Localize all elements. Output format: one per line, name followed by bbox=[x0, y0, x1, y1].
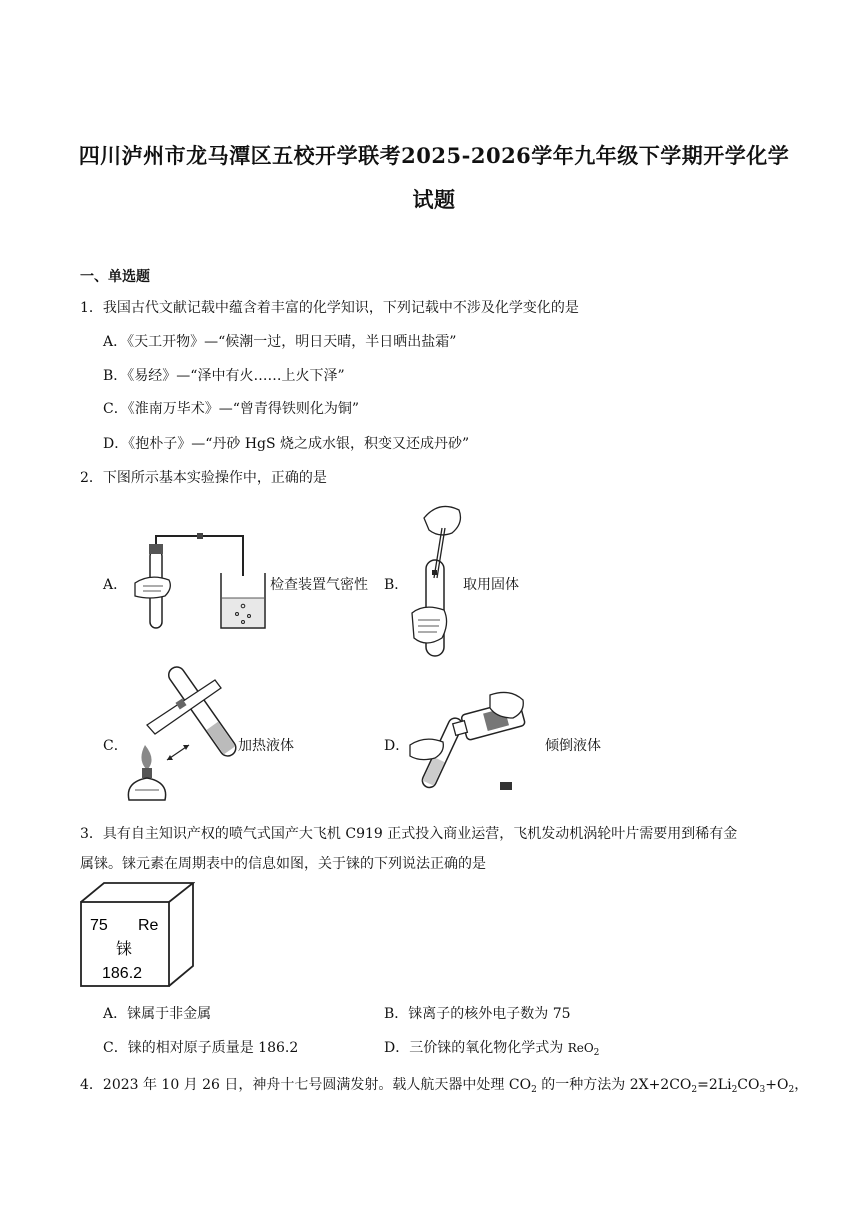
question-2-option-c-letter: C． bbox=[103, 738, 128, 754]
element-atomic-number: 75 bbox=[90, 917, 108, 934]
question-3-option-b: B．铼离子的核外电子数为 75 bbox=[384, 1006, 571, 1022]
question-1-option-c: C．《淮南万毕术》—“曾青得铁则化为铜” bbox=[103, 401, 360, 417]
element-symbol: Re bbox=[138, 917, 159, 934]
question-3-stem-line2: 属铼。铼元素在周期表中的信息如图，关于铼的下列说法正确的是 bbox=[80, 856, 486, 872]
question-3-option-a: A．铼属于非金属 bbox=[103, 1006, 212, 1022]
question-1-option-d: D．《抱朴子》—“丹砂 HgS 烧之成水银，积变又还成丹砂” bbox=[103, 436, 470, 452]
element-atomic-mass: 186.2 bbox=[102, 965, 143, 982]
liquid-heating-figure bbox=[115, 650, 240, 810]
question-2-option-d-letter: D． bbox=[384, 738, 410, 754]
question-1-option-b: B．《易经》—“泽中有火……上火下泽” bbox=[103, 368, 345, 384]
question-3-option-c: C．铼的相对原子质量是 186.2 bbox=[103, 1040, 299, 1056]
question-4-stem: 4．2023 年 10 月 26 日，神舟十七号圆满发射。载人航天器中处理 $CO_2$ 的一种方法为 $2X+2CO_2=2Li_2CO_3+O_2$， bbox=[80, 1077, 809, 1095]
page-title: 四川泸州市龙马潭区五校开学联考2025-2026学年九年级下学期开学化学 bbox=[78, 143, 790, 168]
question-2-option-b-letter: B． bbox=[384, 577, 409, 593]
question-2-option-d-caption: 倾倒液体 bbox=[545, 738, 601, 754]
question-2-option-a-letter: A． bbox=[103, 577, 128, 593]
liquid-pouring-figure bbox=[405, 690, 535, 800]
element-name: 铼 bbox=[116, 941, 133, 958]
question-2-stem: 2．下图所示基本实验操作中，正确的是 bbox=[80, 470, 327, 486]
question-3-option-d: D．三价铼的氧化物化学式为 ReO$_2$ bbox=[384, 1040, 600, 1058]
question-2-option-a-caption: 检查装置气密性 bbox=[270, 577, 368, 593]
question-1-stem: 1．我国古代文献记载中蕴含着丰富的化学知识，下列记载中不涉及化学变化的是 bbox=[80, 300, 579, 316]
question-2-option-b-caption: 取用固体 bbox=[463, 577, 519, 593]
question-3-stem-line1: 3．具有自主知识产权的喷气式国产大飞机 C919 正式投入商业运营，飞机发动机涡轮叶片需要用到稀有金 bbox=[80, 826, 738, 842]
section-heading: 一、单选题 bbox=[80, 269, 150, 285]
airtightness-check-figure bbox=[125, 528, 270, 633]
question-2-option-c-caption: 加热液体 bbox=[238, 738, 294, 754]
page-title-line2: 试题 bbox=[412, 187, 456, 212]
rhenium-element-card bbox=[80, 882, 195, 988]
question-1-option-a: A．《天工开物》—“候潮一过，明日天晴，半日晒出盐霜” bbox=[103, 334, 457, 350]
